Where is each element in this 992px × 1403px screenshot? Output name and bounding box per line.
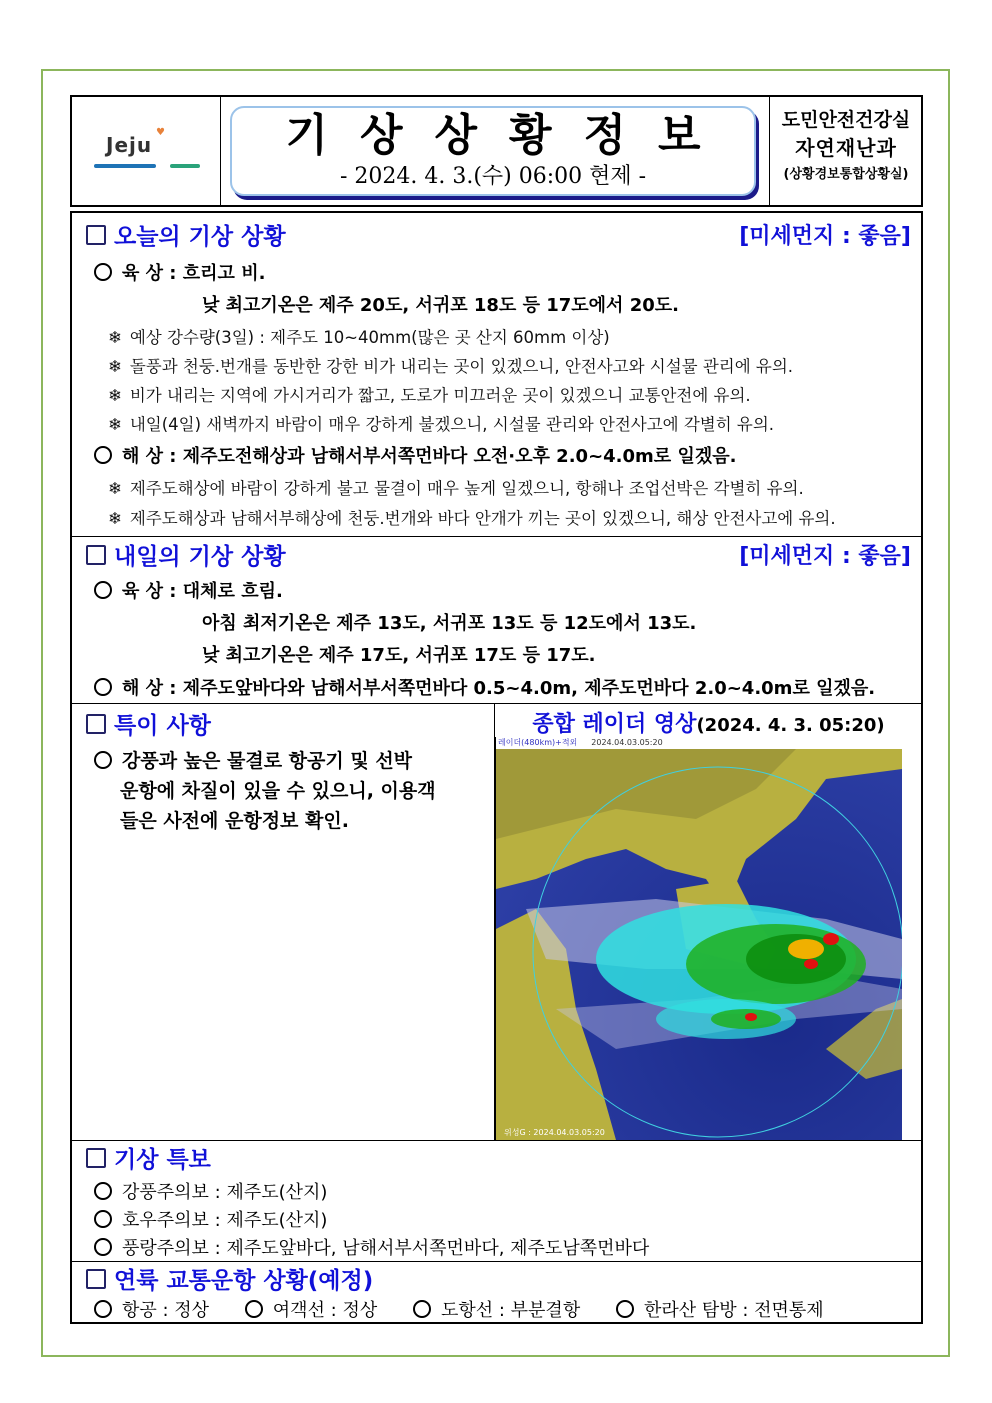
transport-item: 여객선 : 정상 <box>245 1300 377 1321</box>
logo-underline-blue <box>94 164 156 168</box>
circle-bullet-icon <box>94 751 112 769</box>
warning-item: 호우주의보 : 제주도(산지) <box>94 1206 327 1232</box>
today-dust-status: [미세먼지 : 좋음] <box>739 224 911 249</box>
tomorrow-min-temp: 아침 최저기온은 제주 13도, 서귀포 13도 등 12도에서 13도. <box>202 613 697 634</box>
radar-map <box>496 749 902 1140</box>
today-heading: 오늘의 기상 상황 <box>86 218 286 251</box>
department-cell <box>769 97 922 205</box>
circle-bullet-icon <box>94 1300 112 1318</box>
radar-heading: 종합 레이더 영상(2024. 4. 3. 05:20) <box>532 712 885 737</box>
checkbox-icon <box>86 225 106 245</box>
today-sea: 해 상 : 제주도전해상과 남해서부서쪽먼바다 오전·오후 2.0~4.0m로 일겠음. <box>94 442 736 468</box>
dept-division: 자연재난과 <box>795 136 897 160</box>
jeju-logo <box>94 127 200 175</box>
today-note: ❄ 예상 강수량(3일) : 제주도 10~40mm(많은 곳 산지 60mm 이상) <box>108 328 610 347</box>
circle-bullet-icon <box>413 1300 431 1318</box>
today-land: 육 상 : 흐리고 비. <box>94 259 265 285</box>
checkbox-icon <box>86 1269 106 1289</box>
tomorrow-heading: 내일의 기상 상황 <box>86 538 286 571</box>
checkbox-icon <box>86 714 106 734</box>
warnings-heading: 기상 특보 <box>86 1141 211 1174</box>
today-note: ❄ 돌풍과 천둥.번개를 동반한 강한 비가 내리는 곳이 있겠으니, 안전사고와 시설물 관리에 유의. <box>108 357 793 376</box>
today-note: ❄ 내일(4일) 새벽까지 바람이 매우 강하게 불겠으니, 시설물 관리와 안전사고에 각별히 유의. <box>108 415 775 434</box>
checkbox-icon <box>86 545 106 565</box>
transport-item: 한라산 탐방 : 전면통제 <box>616 1300 824 1321</box>
divider <box>72 536 921 537</box>
satellite-timestamp: 위성G : 2024.04.03.05:20 <box>504 1128 605 1137</box>
header-table <box>70 95 923 207</box>
transport-list <box>94 1296 824 1322</box>
tomorrow-dust-status: [미세먼지 : 좋음] <box>739 544 911 569</box>
special-heading: 특이 사항 <box>86 707 211 740</box>
checkbox-icon <box>86 1148 106 1168</box>
special-line: 운항에 차질이 있을 수 있으니, 이용객 <box>120 780 436 802</box>
logo-cell <box>72 97 221 205</box>
circle-bullet-icon <box>94 1210 112 1228</box>
today-sea-note: ❄ 제주도해상에 바람이 강하게 불고 물결이 매우 높게 일겠으니, 항해나 조업선박은 각별히 유의. <box>108 479 804 498</box>
circle-bullet-icon <box>616 1300 634 1318</box>
circle-bullet-icon <box>94 678 112 696</box>
circle-bullet-icon <box>94 581 112 599</box>
logo-text: Jeju <box>106 133 153 157</box>
warning-item: 풍랑주의보 : 제주도앞바다, 남해서부서쪽먼바다, 제주도남쪽먼바다 <box>94 1234 649 1260</box>
divider <box>72 703 921 704</box>
title-date: - 2024. 4. 3.(수) 06:00 현제 - <box>339 164 647 189</box>
tomorrow-land: 육 상 : 대체로 흐림. <box>94 577 283 603</box>
circle-bullet-icon <box>94 1238 112 1256</box>
special-line: 들은 사전에 운항정보 확인. <box>120 810 349 832</box>
radar-image-header: 레이더(480km)+적외 2024.04.03.05:20 <box>496 737 902 749</box>
circle-bullet-icon <box>94 446 112 464</box>
transport-heading: 연륙 교통운항 상황(예정) <box>86 1262 373 1295</box>
today-note: ❄ 비가 내리는 지역에 가시거리가 짧고, 도로가 미끄러운 곳이 있겠으니 교통안전에 유의. <box>108 386 751 405</box>
title-box <box>230 106 756 196</box>
circle-bullet-icon <box>245 1300 263 1318</box>
dept-office: 도민안전건강실 <box>781 109 911 131</box>
dept-room: (상황경보통합상황실) <box>783 167 909 182</box>
logo-underline-green <box>170 164 200 168</box>
page-title: 기상상황정보 <box>285 110 733 161</box>
special-line: 강풍과 높은 물결로 항공기 및 선박 <box>94 746 412 773</box>
main-table <box>70 211 923 1324</box>
transport-item: 항공 : 정상 <box>94 1300 209 1321</box>
heart-icon: ♥ <box>156 127 165 138</box>
radar-image: 레이더(480km)+적외 2024.04.03.05:20 위성G : 2024.04.03.05:20 레이더 mm/h 60 30 10 5 2 1 낙뢰 <box>495 737 902 1140</box>
tomorrow-sea: 해 상 : 제주도앞바다와 남해서부서쪽먼바다 0.5~4.0m, 제주도먼바다 2.0~4.0m로 일겠음. <box>94 674 875 700</box>
transport-item: 도항선 : 부분결항 <box>413 1300 580 1321</box>
warning-item: 강풍주의보 : 제주도(산지) <box>94 1178 327 1204</box>
tomorrow-max-temp: 낮 최고기온은 제주 17도, 서귀포 17도 등 17도. <box>202 645 596 666</box>
circle-bullet-icon <box>94 1182 112 1200</box>
circle-bullet-icon <box>94 263 112 281</box>
today-land-temp: 낮 최고기온은 제주 20도, 서귀포 18도 등 17도에서 20도. <box>202 295 679 316</box>
today-sea-note: ❄ 제주도해상과 남해서부해상에 천둥.번개와 바다 안개가 끼는 곳이 있겠으니, 해상 안전사고에 유의. <box>108 509 836 528</box>
